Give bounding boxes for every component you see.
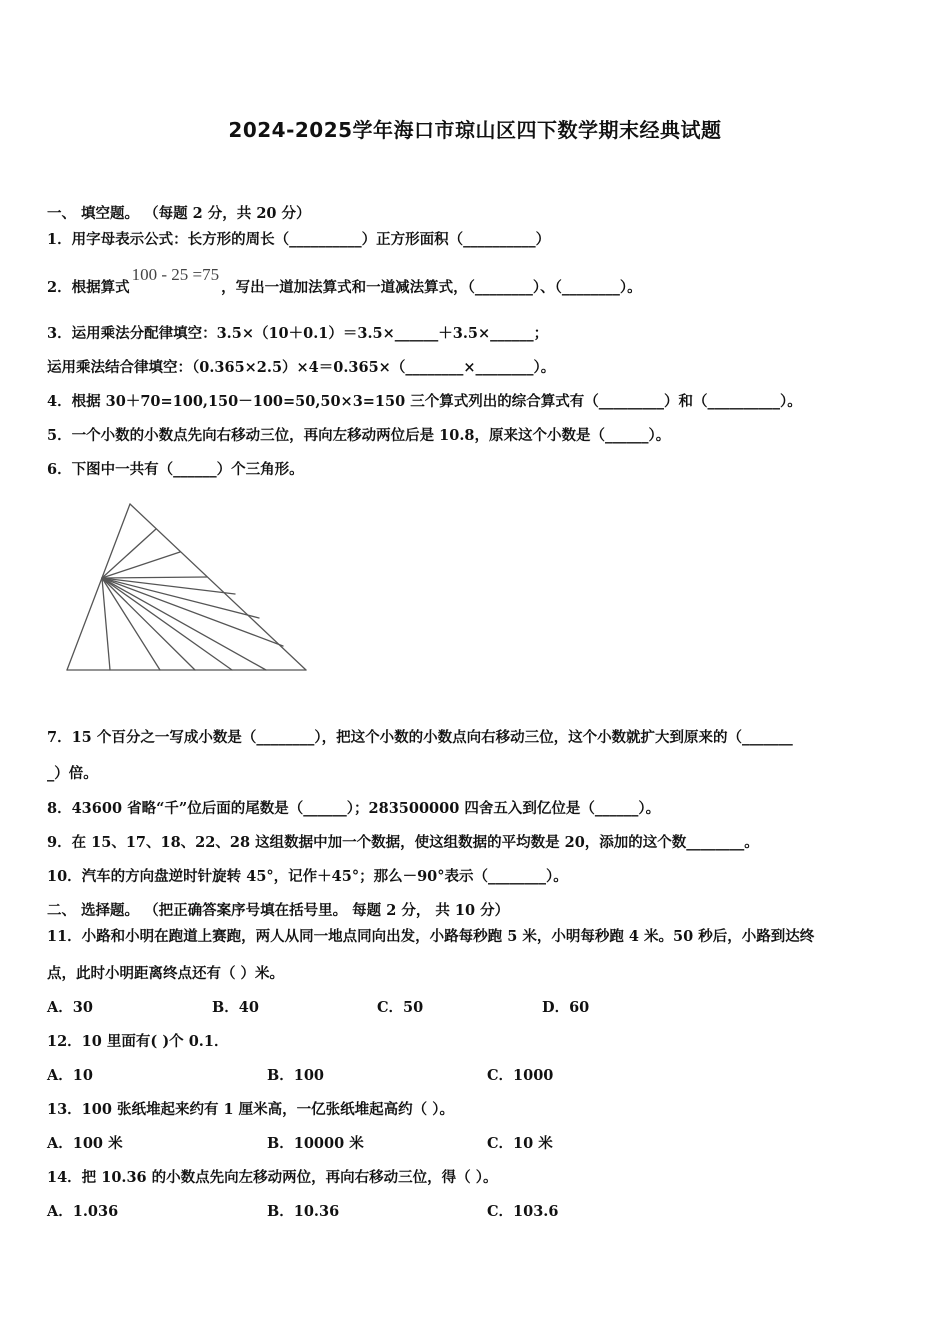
question-14: 14．把 10.36 的小数点先向左移动两位，再向右移动三位，得（ ）。 [47,1169,498,1186]
question-13: 13．100 张纸堆起来约有 1 厘米高，一亿张纸堆起高约（ ）。 [47,1101,454,1118]
question-1: 1．用字母表示公式：长方形的周长（__________）正方形面积（__________） [47,231,551,248]
section-2-header: 二、 选择题。 （把正确答案序号填在括号里。 每题 2 分， 共 10 分） [47,902,510,919]
question-4: 4．根据 30＋70=100,150－100=50,50×3=150 三个算式列出的综合算式有（_________）和（__________）。 [47,393,802,410]
option-a: A．100 米 [47,1135,123,1152]
section-1-header: 一、 填空题。 （每题 2 分，共 20 分） [47,205,311,222]
question-9: 9．在 15、17、18、22、28 这组数据中加一个数据，使这组数据的平均数是 20，添加的这个数________。 [47,834,759,851]
question-2-prefix: 2．根据算式 [47,279,130,296]
option-d: D．60 [542,999,590,1016]
option-b: B．10000 米 [267,1135,364,1152]
option-b: B．40 [212,999,259,1016]
option-a: A．30 [47,999,93,1016]
question-2 [47,265,642,297]
question-7b: _）倍。 [47,765,98,782]
option-b: B．100 [267,1067,325,1084]
question-5: 5．一个小数的小数点先向右移动三位，再向左移动两位后是 10.8，原来这个小数是（______）。 [47,427,671,444]
triangle-figure [60,496,312,678]
question-6: 6．下图中一共有（______）个三角形。 [47,461,304,478]
question-7a: 7．15 个百分之一写成小数是（________），把这个小数的小数点向右移动三位，这个小数就扩大到原来的（_______ [47,729,793,746]
option-c: C．1000 [487,1067,554,1084]
question-2-formula: 100 - 25 =75 [131,265,220,284]
page-title: 2024-2025学年海口市琼山区四下数学期末经典试题 [228,118,722,142]
option-a: A．1.036 [47,1203,119,1220]
option-c: C．50 [377,999,424,1016]
question-3b: 运用乘法结合律填空：（0.365×2.5）×4＝0.365×（________×________）。 [47,359,556,376]
option-a: A．10 [47,1067,93,1084]
question-12: 12．10 里面有( )个 0.1． [47,1033,229,1050]
option-b: B．10.36 [267,1203,340,1220]
option-c: C．10 米 [487,1135,553,1152]
question-8: 8．43600 省略“千”位后面的尾数是（______）；283500000 四舍五入到亿位是（______）。 [47,800,661,817]
question-2-suffix: ，写出一道加法算式和一道减法算式，（________）、（________）。 [221,279,642,296]
question-10: 10．汽车的方向盘逆时针旋转 45°，记作＋45°；那么－90°表示（________）。 [47,868,568,885]
question-11b: 点，此时小明距离终点还有（ ）米。 [47,965,285,982]
option-c: C．103.6 [487,1203,559,1220]
question-11a: 11．小路和小明在跑道上赛跑，两人从同一地点同向出发，小路每秒跑 5 米，小明每秒跑 4 米。50 秒后，小路到达终 [47,928,815,945]
question-3a: 3．运用乘法分配律填空：3.5×（10＋0.1）＝3.5×______＋3.5×______； [47,325,549,342]
